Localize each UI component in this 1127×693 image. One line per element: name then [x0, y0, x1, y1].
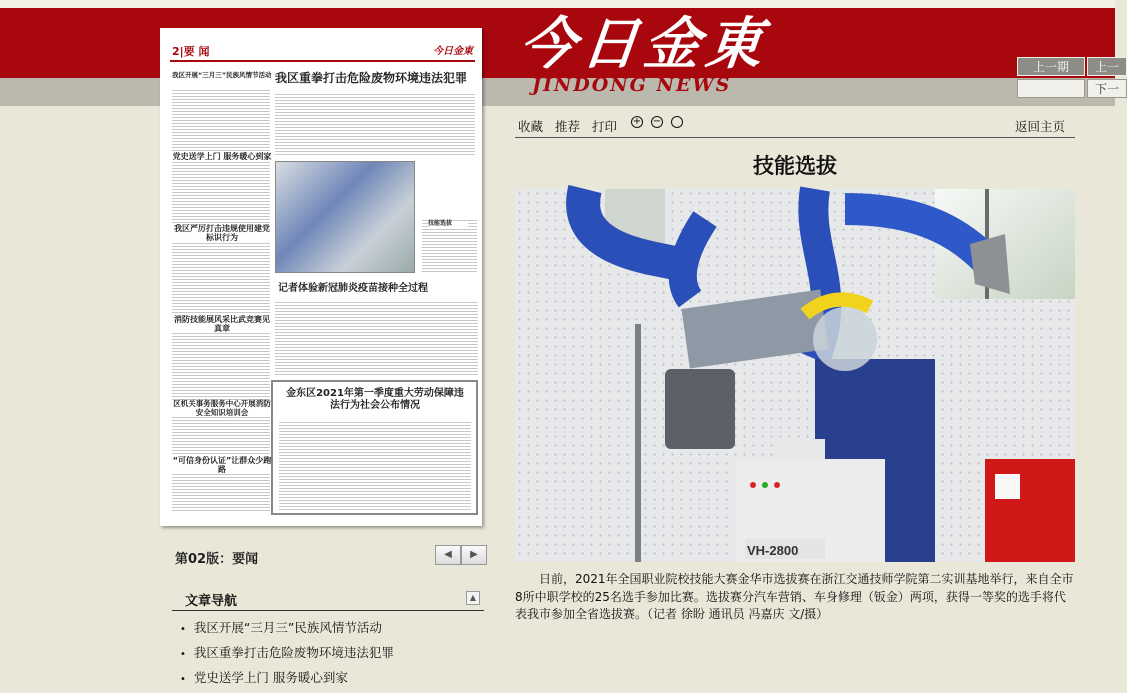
print-link[interactable]: 打印: [592, 119, 618, 134]
paper-photo: [275, 161, 415, 273]
nav-divider: [172, 610, 484, 611]
article-nav-item[interactable]: • 党史送学上门 服务暖心到家: [180, 668, 394, 693]
paper-text-block: [275, 92, 475, 156]
newspaper-page-thumbnail[interactable]: [160, 28, 482, 526]
paper-mini-logo: 今日金東: [433, 46, 473, 57]
brand-subtitle: JINDONG NEWS: [532, 74, 732, 96]
paper-headline-8[interactable]: “可信身份认证”让群众少跑路: [172, 456, 272, 475]
previous-page-button[interactable]: ◀: [435, 545, 461, 565]
paper-headline-9[interactable]: 金东区2021年第一季度重大劳动保障违法行为社会公布情况: [286, 388, 464, 411]
paper-text-block: [275, 300, 478, 376]
article-toolbar: [518, 117, 625, 135]
article-divider: [515, 137, 1075, 138]
article-nav-item[interactable]: • 我区重拳打击危险废物环境违法犯罪: [180, 643, 394, 668]
next-issue-button[interactable]: 下一: [1087, 79, 1127, 98]
paper-headline-5[interactable]: 记者体验新冠肺炎疫苗接种全过程: [278, 283, 476, 295]
zoom-in-icon[interactable]: +: [632, 116, 642, 127]
article-nav-list: [180, 618, 394, 693]
paper-headline-7[interactable]: 区机关事务服务中心开展消防安全知识培训会: [173, 399, 271, 417]
paper-headline-1[interactable]: 我区开展“三月三”民族风情节活动: [172, 71, 272, 79]
recommend-link[interactable]: 推荐: [555, 119, 581, 134]
next-page-button[interactable]: ▶: [461, 545, 487, 565]
machine-label: VH-2800: [747, 543, 799, 558]
article-nav-item[interactable]: • 我区开展“三月三”民族风情节活动: [180, 618, 394, 643]
paper-text-block: [279, 420, 471, 510]
brand-name: 今日金東: [516, 11, 772, 77]
paper-boxed-article: [271, 380, 478, 515]
previous-issue-button[interactable]: 上一期: [1017, 57, 1085, 76]
page-label: 第02版：要闻: [175, 552, 259, 567]
issue-button-blank[interactable]: [1017, 79, 1085, 98]
paper-photo-caption: 技能选拔: [428, 221, 468, 228]
collapse-icon[interactable]: ▲: [466, 591, 480, 605]
zoom-out-icon[interactable]: −: [652, 116, 662, 127]
previous-issue-button-2[interactable]: 上一: [1087, 57, 1127, 76]
paper-headline-3[interactable]: 党史送学上门 服务暖心到家: [172, 152, 272, 161]
favorite-link[interactable]: 收藏: [518, 119, 544, 134]
paper-section: 2|要 闻: [172, 45, 210, 58]
article-photo: [515, 189, 1075, 562]
paper-headline-2[interactable]: 我区重拳打击危险废物环境违法犯罪: [275, 72, 475, 86]
article-nav-title: 文章导航: [185, 594, 238, 609]
paper-headline-4[interactable]: 我区严厉打击违规使用建党标识行为: [174, 224, 270, 243]
masthead-logo[interactable]: [516, 11, 780, 104]
article-title: 技能选拔: [753, 154, 837, 178]
paper-headline-6[interactable]: 消防技能展风采比武竞赛见真章: [174, 315, 270, 334]
zoom-reset-icon[interactable]: [671, 116, 683, 128]
article-photo-illustration: [515, 189, 1075, 562]
home-link[interactable]: 返回主页: [1015, 119, 1066, 134]
article-caption: 日前，2021年全国职业院校技能大赛金华市选拔赛在浙江交通技师学院第二实训基地举行，来自全市8所中职学校的25名选手参加比赛。选拔赛分汽车营销、车身修理（钣金）两项，获得一等奖的选手将代表我市参加全省选拔赛。（记者 徐盼 通讯员 冯嘉庆 文/摄）: [515, 572, 1074, 621]
paper-header: [170, 40, 475, 62]
